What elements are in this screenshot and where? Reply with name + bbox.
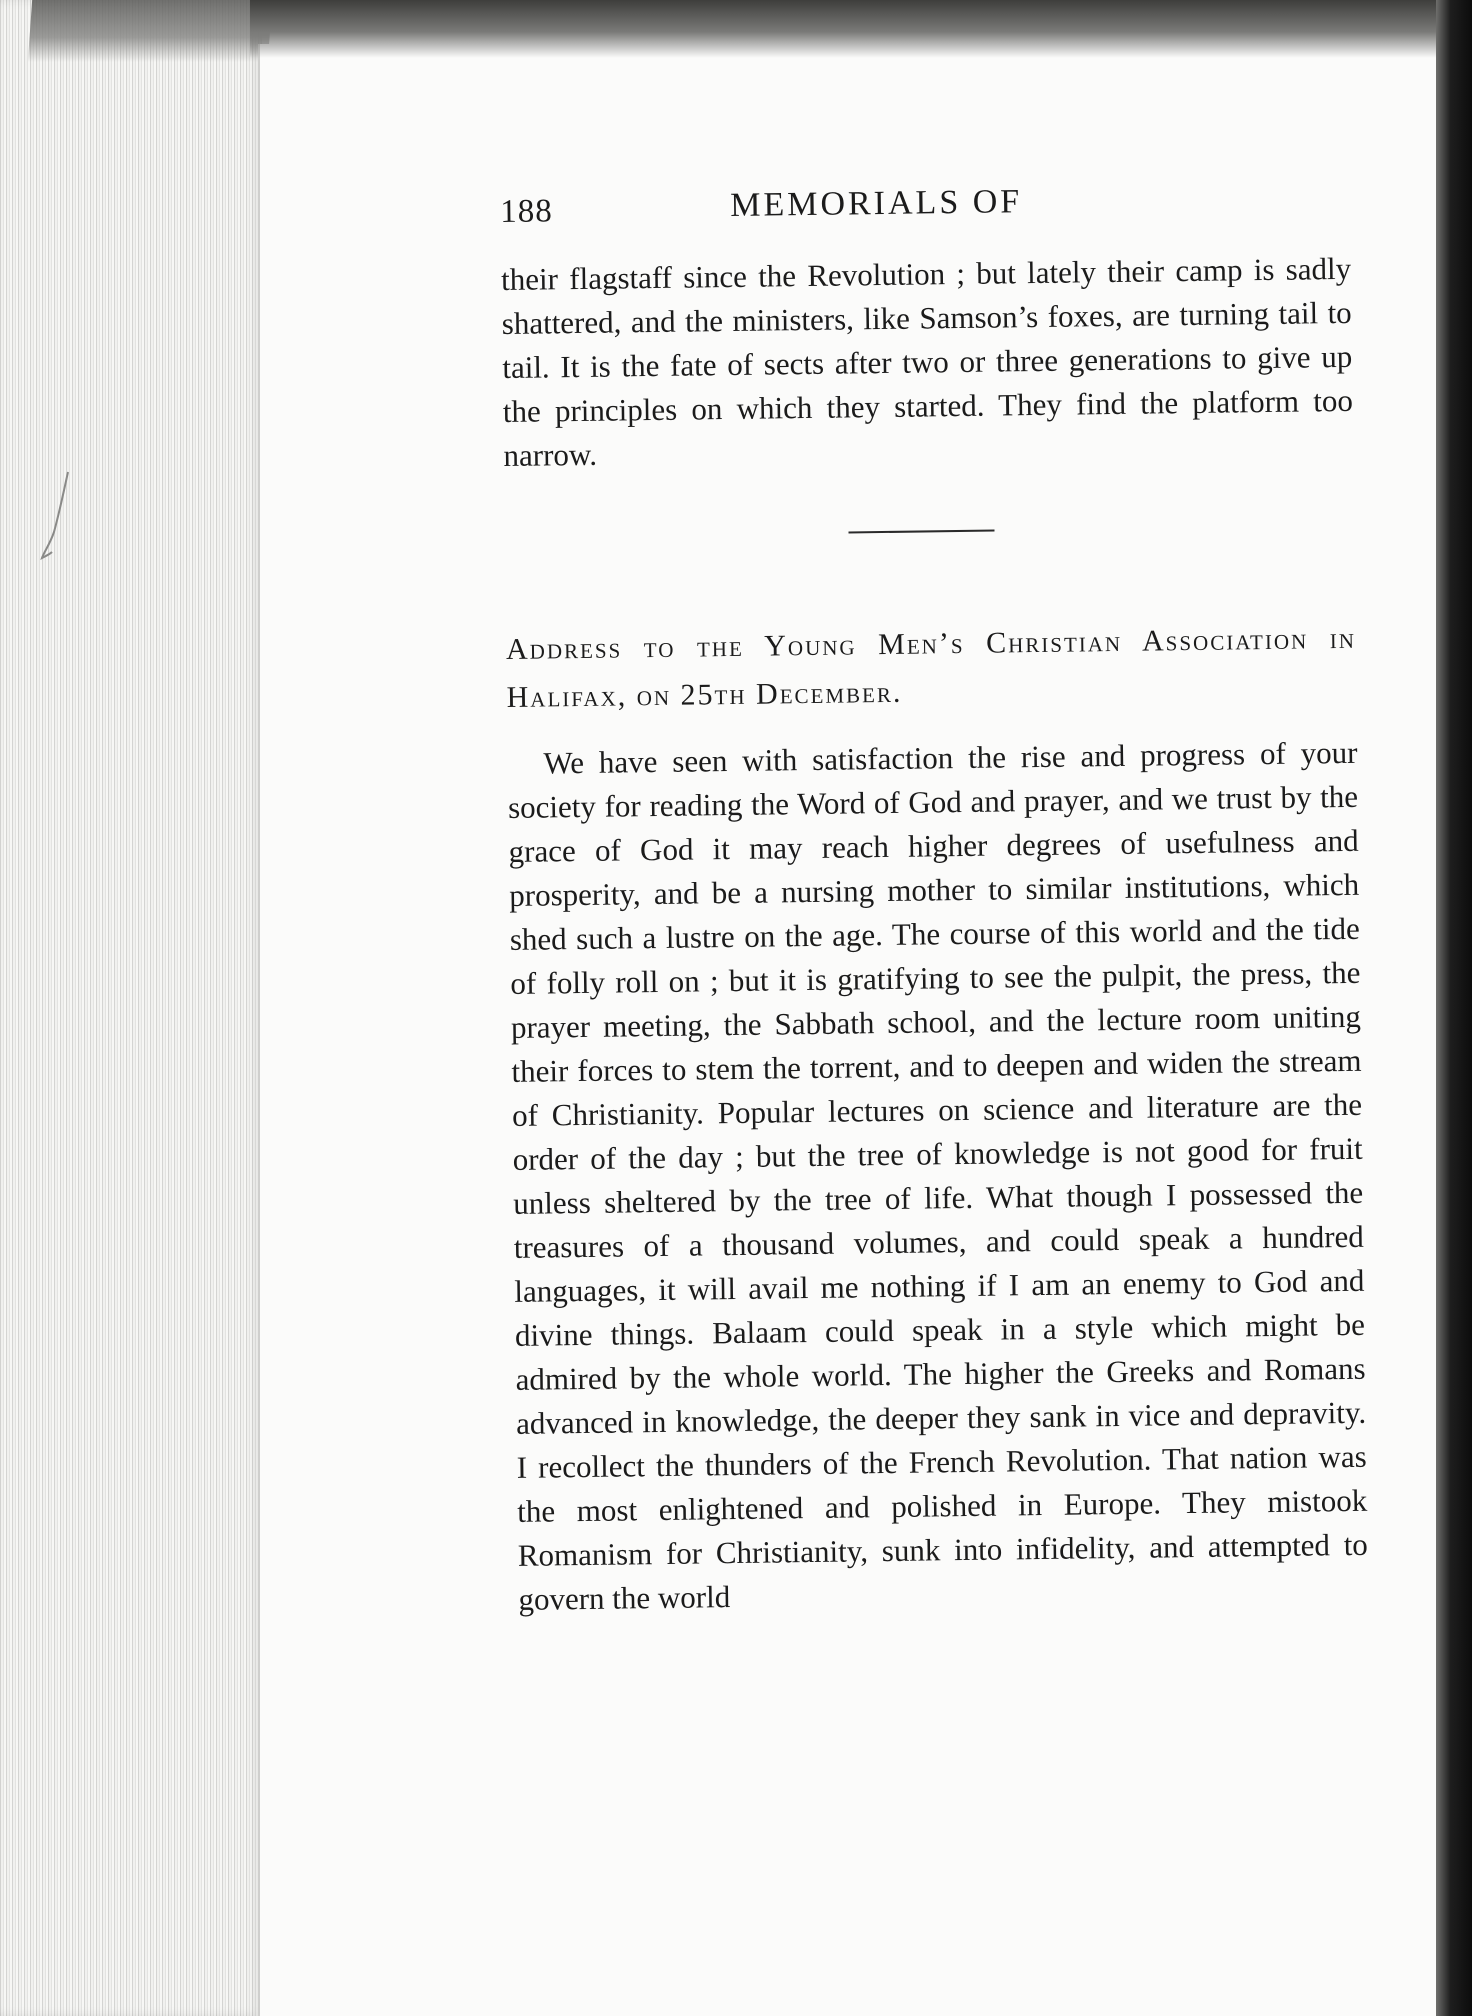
section-heading: Address to the Young Men’s Christian Association in Halifax, on 25th December. (505, 621, 1357, 714)
running-head: MEMORIALS OF (729, 183, 1023, 224)
page-top-shadow (250, 0, 1472, 58)
book-fore-edge (0, 0, 262, 2016)
fore-edge-shadow (28, 0, 272, 62)
address-paragraph: We have seen with satisfaction the rise and progress of your society for reading the Word of God and prayer, and we trust by the grace of God it may reach higher degrees of usefulness and prosperity, and be a nursing mother to similar institutions, which shed such a lustre on the age. The course of this world and the tide of folly roll on ; but it is gratifying to see the pulpit, the press, the prayer meeting, the Sabbath school, and the lecture room uniting their forces to stem the torrent, and to deepen and widen the stream of Christianity. Popular lectures on science and literature are the order of the day ; but the tree of knowledge is not good for fruit unless sheltered by the tree of life. What though I possessed the treasures of a thousand volumes, and could speak a hundred languages, it will avail me nothing if I am an enemy to God and divine things. Balaam could speak in a style which might be admired by the whole world. The higher the Greeks and Romans advanced in knowledge, the deeper they sank in vice and depravity. I recollect the thunders of the French Revolution. That nation was the most enlightened and polished in Europe. They mistook Romanism for Christianity, sunk into infidelity, and attempted to govern the world (507, 734, 1369, 1617)
page-number: 188 (500, 193, 554, 230)
page-text (500, 179, 1369, 1622)
page-header (500, 179, 1351, 240)
continuation-paragraph: their flagstaff since the Revolution ; but lately their camp is sadly shattered, and the ministers, like Samson’s foxes, are turning tail to tail. It is the fate of sects after two or three generations to give up the principles on which they started. They find the platform too narrow. (500, 250, 1354, 473)
section-divider-rule (848, 530, 994, 534)
gutter-shadow (1436, 0, 1472, 2016)
pencil-check-mark (38, 470, 78, 570)
